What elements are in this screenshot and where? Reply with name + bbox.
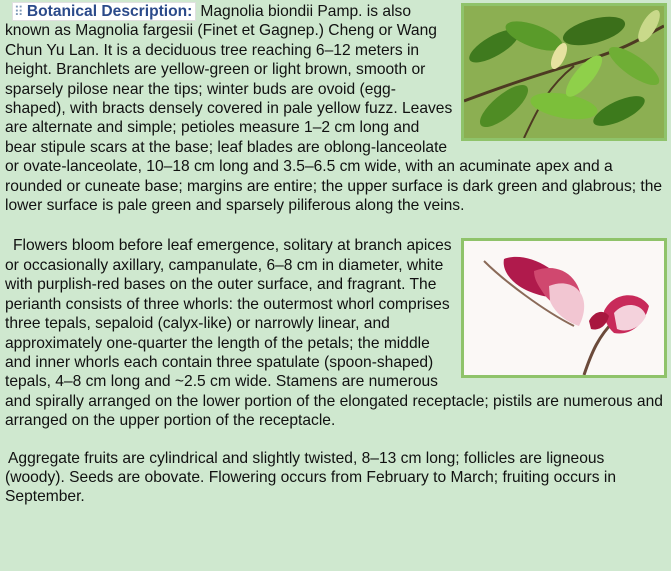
section-heading (12, 2, 196, 21)
section-heading-text: Botanical Description: (26, 3, 193, 20)
paragraph-description (5, 2, 667, 215)
paragraph-text: Flowers bloom before leaf emergence, solitary at branch apices or occasionally axillary, campanulate, 6–8 cm in diameter, white with purplish-red bases on the outer surface, and fragrant. The perianth consists of three whorls: the outermost whorl comprises three tepals, sepaloid (calyx-like) or narrowly linear, and approximately one-quarter the length of the petals; the middle and inner whorls each contain three spatulate (spoon-shaped) tepals, 4–8 cm long and ~2.5 cm wide. Stamens are numerous and spirally arranged on the lower portion of the elongated receptacle; pistils are numerous and arranged on the upper portion of the receptacle. (5, 237, 663, 430)
leaves-illustration (464, 6, 664, 138)
paragraph-text: Magnolia biondii Pamp. is also known as Magnolia fargesii (Finet et Gagnep.) Cheng or Wang Chun Yu Lan. It is a deciduous tree reaching 6–12 meters in height. Branchlets are yellow-green or light brown, smooth or sparsely pilose near the tips; winter buds are ovoid (egg-shaped), with bracts densely covered in pale yellow fuzz. Leaves are alternate and simple; petioles measure 1–2 cm long and bear stipule scars at the base; leaf blades are oblong-lanceolate or ovate-lanceolate, 10–18 cm long and 3.5–6.5 cm wide, with an acuminate apex and a rounded or cuneate base; margins are entire; the upper surface is dark green and glabrous; the lower surface is pale green and sparsely piliferous along the veins. (5, 3, 663, 215)
paragraph-fruits (5, 449, 667, 507)
flowers-photo (461, 238, 667, 378)
flowers-illustration (464, 241, 664, 375)
paragraph-text: Aggregate fruits are cylindrical and slightly twisted, 8–13 cm long; follicles are ligneous (woody). Seeds are obovate. Flowering occurs from February to March; fruiting occurs in September. (5, 449, 617, 506)
leaves-photo (461, 3, 667, 141)
drag-handle-icon: ⠿ (14, 4, 23, 19)
paragraph-flowers (5, 236, 667, 430)
